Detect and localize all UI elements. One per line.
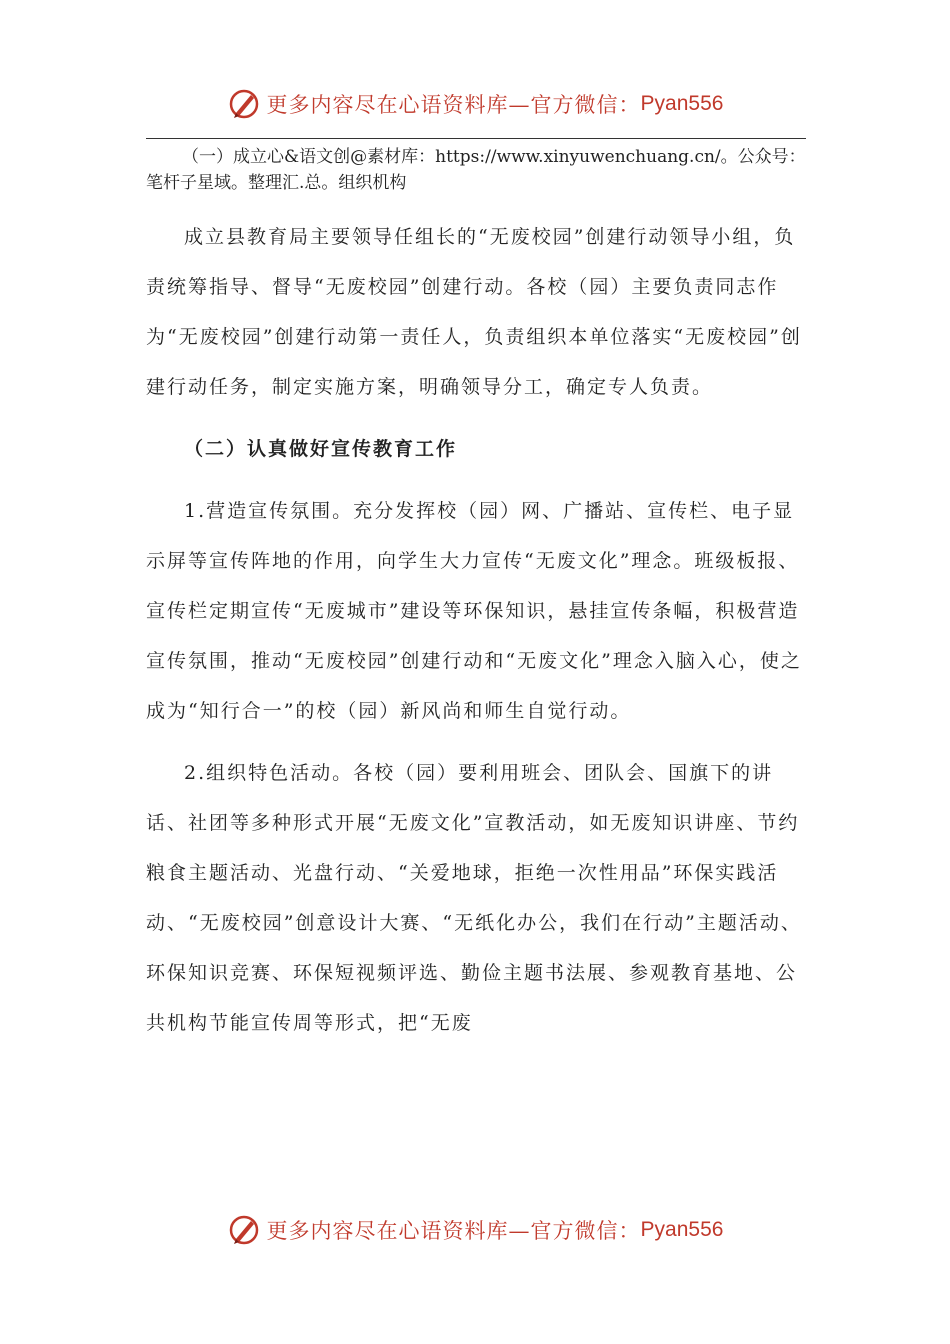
header-banner-brand: Pyan556 xyxy=(640,92,724,115)
header-rule xyxy=(146,138,806,139)
header-banner-text: 更多内容尽在心语资料库—官方微信： xyxy=(266,93,641,117)
section-heading: （二）认真做好宣传教育工作 xyxy=(184,438,458,460)
pen-logo-icon xyxy=(227,87,261,121)
footer-banner xyxy=(0,1210,950,1250)
paragraph-activities: 2.组织特色活动。各校（园）要利用班会、团队会、国旗下的讲话、社团等多种形式开展“无废文化”宣教活动，如无废知识讲座、节约粮食主题活动、光盘行动、“关爱地球，拒绝一次性用品”环保实践活动、“无废校园”创意设计大赛、“无纸化办公，我们在行动”主题活动、环保知识竞赛、环保短视频评选、勤俭主题书法展、参观教育基地、公共机构节能宣传周等形式，把“无废 xyxy=(146,762,802,1034)
pen-logo-icon xyxy=(227,1213,261,1247)
section-lead: （一）成立心&语文创@素材库：https://www.xinyuwenchuang.cn/。公众号：笔杆子星域。整理汇.总。组织机构 xyxy=(146,147,806,193)
paragraph-organization: 成立县教育局主要领导任组长的“无废校园”创建行动领导小组，负责统筹指导、督导“无废校园”创建行动。各校（园）主要负责同志作为“无废校园”创建行动第一责任人，负责组织本单位落实“无废校园”创建行动任务，制定实施方案，明确领导分工，确定专人负责。 xyxy=(146,226,802,398)
footer-banner-brand: Pyan556 xyxy=(640,1218,724,1241)
document-body xyxy=(146,144,806,1048)
header-banner xyxy=(0,84,950,124)
footer-banner-text: 更多内容尽在心语资料库—官方微信： xyxy=(266,1219,641,1243)
paragraph-publicity: 1.营造宣传氛围。充分发挥校（园）网、广播站、宣传栏、电子显示屏等宣传阵地的作用，向学生大力宣传“无废文化”理念。班级板报、宣传栏定期宣传“无废城市”建设等环保知识，悬挂宣传条幅，积极营造宣传氛围，推动“无废校园”创建行动和“无废文化”理念入脑入心，使之成为“知行合一”的校（园）新风尚和师生自觉行动。 xyxy=(146,500,802,722)
